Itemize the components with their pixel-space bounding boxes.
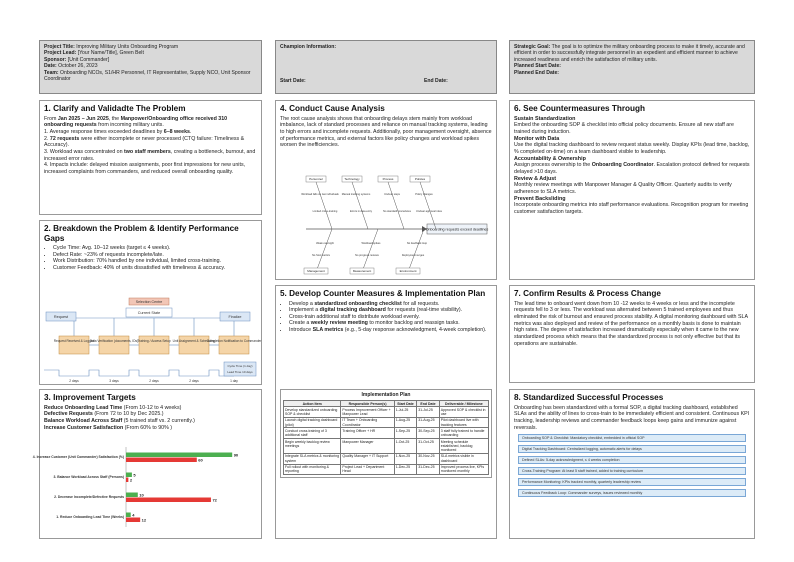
target-detail: (From 72 to 10 by Dec 2025.) xyxy=(92,411,164,418)
vsm-step-days: 3 days xyxy=(109,379,119,383)
fishbone-bone xyxy=(362,229,378,272)
fishbone-cause: Errors in data entry xyxy=(349,210,373,213)
vsm-step-days: 2 days xyxy=(189,379,199,383)
s1-date-range: Jan 2025 – Jun 2025 xyxy=(57,115,109,122)
target-label: Increase Customer Satisfaction xyxy=(44,424,124,431)
s1-text: 2. xyxy=(44,135,50,142)
vsm-top-label: Selection Centre xyxy=(135,300,163,304)
implementation-plan xyxy=(280,389,492,478)
standardized-list xyxy=(514,434,750,497)
table-cell: 30-Nov-25 xyxy=(417,453,440,464)
strategic-goal-label: Strategic Goal: xyxy=(514,44,551,50)
column-header: End Date xyxy=(417,401,440,407)
chart-bar xyxy=(126,513,131,518)
table-cell: Develop standardized onboarding SOP & checklist xyxy=(284,407,341,418)
list-item: • Cycle Time: Avg. 10–12 weeks (target ≤ 4 weeks). xyxy=(53,245,257,252)
s1-text: 3. Workload was concentrated on xyxy=(44,149,124,156)
table-cell: Launch digital tracking dashboard (pilot) xyxy=(284,417,341,428)
vsm-step-label: Unit Assignment & Scheduling xyxy=(172,339,216,343)
planned-start-label: Planned Start Date: xyxy=(514,63,561,70)
chart-bar xyxy=(126,473,132,478)
block-text: Monthly review meetings with Manpower Manager & Quality Officer. Quarterly audits to verify adherence to SLA metrics. xyxy=(514,182,732,195)
block-heading: Accountability & Ownership xyxy=(514,155,586,162)
table-cell: 1-Jul-25 xyxy=(394,407,417,418)
table-cell: Manpower Manager xyxy=(341,439,394,454)
fishbone-cause: Weak oversight xyxy=(316,242,334,245)
vsm-step-days: 2 days xyxy=(149,379,159,383)
s1-text: , the xyxy=(108,115,121,122)
s1-defects: 72 requests xyxy=(49,135,80,142)
target-detail: (5 trained staff vs. 2 currently.) xyxy=(122,417,195,424)
fishbone-cause: Policy changes xyxy=(415,193,433,196)
block-text: Assign process ownership to the Onboarding Coordinator. Escalation protocol defined for requests delayed >10 days. xyxy=(514,162,750,175)
vsm-request-label: Request xyxy=(53,315,69,319)
chart-bar xyxy=(126,493,138,498)
list-item: Performance Monitoring: KPIs tracked monthly, quarterly leadership review xyxy=(518,478,746,486)
table-row xyxy=(284,417,489,428)
vsm-step-label: Data Verification (documents, IDs) xyxy=(89,339,139,343)
fishbone-cause: Unclear steps xyxy=(384,193,400,196)
list-item: • Work Distribution: 70% handled by one individual, limited cross-training. xyxy=(53,258,257,265)
sponsor-label: Sponsor: xyxy=(44,56,67,63)
section-2-title: 2. Breakdown the Problem & Identify Performance Gaps xyxy=(44,224,239,243)
list-item: Onboarding SOP & Checklist: Mandatory checklist, embedded in official SOP xyxy=(518,434,746,442)
column-header: Deliverable / Milestone xyxy=(439,401,488,407)
vsm-lead-label: Lead Time 10 days xyxy=(227,370,253,374)
table-cell: IT Team + Onboarding Coordinator xyxy=(341,417,394,428)
section-5-box xyxy=(275,285,497,539)
table-cell: Improved process live, KPIs monitored monthly xyxy=(439,464,488,475)
chart-bar xyxy=(126,458,197,463)
table-cell: Training Officer + HR xyxy=(341,428,394,439)
fishbone-cause: No SLA metrics xyxy=(312,254,330,257)
targets-bar-chart xyxy=(32,443,258,535)
project-lead: [Your Name/Title], Green Belt xyxy=(77,50,144,57)
block-text: Incorporate onboarding metrics into staff performance evaluations. Recognition program for meeting customer satisfaction targets. xyxy=(514,202,749,215)
s1-text: From xyxy=(44,115,58,122)
section-1-title: 1. Clarify and Validadte The Problem xyxy=(44,104,186,113)
target-detail: (From 10-12 to 4 weeks) xyxy=(122,404,182,411)
table-row xyxy=(284,428,489,439)
s1-text: , creating a bottleneck, burnout, and increased error rates. xyxy=(44,149,256,162)
s1-impacts: 4. Impacts include: delayed mission assignments, poor first impressions for new units, increased complaints from commanders, and reduced overall onboarding quality. xyxy=(44,162,246,176)
start-date-label: Start Date: xyxy=(280,78,306,84)
date: October 26, 2023 xyxy=(58,63,98,70)
fishbone-cause: Workload spikes xyxy=(361,242,381,245)
table-cell: 30-Sep-25 xyxy=(417,428,440,439)
table-cell: 31-Jul-25 xyxy=(417,407,440,418)
table-cell: 1-Dec-25 xyxy=(394,464,417,475)
section-6-box xyxy=(509,100,755,280)
target-label: Balance Workload Across Staff xyxy=(44,417,123,424)
table-cell: 3 staff fully trained to handle onboarding xyxy=(439,428,488,439)
fishbone-category: Environment xyxy=(399,269,417,274)
target-detail: (From 60% to 90% ) xyxy=(123,424,173,431)
planned-end-label: Planned End Date: xyxy=(514,69,560,76)
fishbone-cause: Workload falls on two individuals xyxy=(301,193,339,196)
list-item: • Introduce SLA metrics (e.g., 5-day response acknowledgment, 4-week completion). xyxy=(289,327,492,334)
section-8-box xyxy=(509,389,755,539)
cause-analysis-text: The root cause analysis shows that onboarding delays stem mainly from workload imbalance, lack of standard processes and reliance on manual tracking systems, leading to high errors and incomplete requests. Additionally, poor management oversight, absence of performance metrics, and external factors like policy changes and workload spikes worsen the inefficiencies. xyxy=(280,115,492,149)
table-row xyxy=(284,407,489,418)
team-label: Team: xyxy=(44,69,59,76)
list-item: Digital Tracking Dashboard: Centralized logging, automatic alerts for delays xyxy=(518,445,746,453)
block-heading: Review & Adjust xyxy=(514,175,557,182)
target-label: Defective Requests xyxy=(44,411,93,418)
chart-category-label: 2. Decrease Incomplete/Defective Requests xyxy=(54,495,124,499)
list-item: • Develop a standardized onboarding checklist for all requests. xyxy=(289,301,492,308)
chart-category-label: 4. Increase Customer (Unit Commander) Satisfaction (%) xyxy=(32,455,124,459)
gap-list xyxy=(44,245,257,271)
section-3-box xyxy=(32,389,262,539)
section-6-title: 6. See Countermeasures Through xyxy=(514,104,646,113)
s1-request-count: Manpower/Onboarding office received 310 onboarding requests xyxy=(44,115,228,129)
chart-data-label: 2 xyxy=(129,477,133,483)
section-7-title: 7. Confirm Results & Process Change xyxy=(514,289,661,298)
s1-delay: 6–8 weeks xyxy=(163,128,190,135)
section-5-title: 5. Develop Counter Measures & Implementation Plan xyxy=(280,289,486,298)
implementation-table xyxy=(283,400,489,475)
champion-label: Champion Information: xyxy=(280,44,337,50)
s1-text: were either incomplete or never processed (CTQ failure: Timeliness & Accuracy). xyxy=(44,135,245,149)
block-heading: Monitor with Data xyxy=(514,135,560,142)
block-text: Use the digital tracking dashboard to review request status weekly. Display KPIs (lead time, backlog, % completed on-time) on a team dashboard visible to leadership. xyxy=(514,142,750,155)
block-heading: Prevent Backsliding xyxy=(514,195,566,202)
project-lead-label: Project Lead: xyxy=(44,50,77,57)
table-cell: Full rollout with monitoring & reporting xyxy=(284,464,341,475)
results-text: The lead time to onboard went down from 10 -12 weeks to 4 weeks or less and the incomplete requests fell to 3 or less. The workload was alternated between 5 trained employees and thus eliminated the risk of burnout and ensured process stability. A digital monitoring dashboard with SLA metrics was also deployed and review of the performance on a monthly basis is done to maintain high rates. The degree of satisfaction increased dramatically especially when it came to the new standardized process which means that the standardized process is not only effective but that its operations are sustainable. xyxy=(514,300,748,347)
fishbone-bone xyxy=(420,182,436,229)
chart-data-label: 12 xyxy=(141,517,147,523)
fishbone-cause: Manual tracking systems xyxy=(341,193,371,196)
sponsor: [Unit Commander] xyxy=(67,56,110,63)
column-header: Action Item xyxy=(284,401,341,407)
fishbone-bone xyxy=(316,229,332,272)
team: Onboarding NCOs, S1/HR Personnel, IT Representative, Supply NCO, Unit Sponsor Coordinator xyxy=(44,69,251,83)
implementation-plan-title: Implementation Plan xyxy=(361,392,411,398)
list-item: • Cross-train additional staff to distribute workload evenly. xyxy=(289,314,492,321)
section-1-box xyxy=(39,100,262,215)
chart-data-label: 60 xyxy=(198,457,203,463)
fishbone-category: Process xyxy=(382,177,394,182)
vsm-step-label: Training / Access Setup xyxy=(137,339,171,343)
vsm-center-label: Current State xyxy=(137,311,161,315)
list-item: Cross-Training Program: At least 5 staff trained, added to training curriculum xyxy=(518,467,746,475)
list-item: • Create a weekly review meeting to monitor backlog and reassign tasks. xyxy=(289,320,492,327)
chart-data-label: 90 xyxy=(233,452,239,458)
table-cell: 31-Aug-25 xyxy=(417,417,440,428)
fishbone-cause: Deployment surges xyxy=(401,254,425,257)
chart-data-label: 10 xyxy=(139,492,144,498)
column-header: Start Date xyxy=(394,401,417,407)
section-4-title: 4. Conduct Cause Analysis xyxy=(280,104,385,113)
table-row xyxy=(284,464,489,475)
fishbone-category: Policies xyxy=(414,177,426,182)
list-item: • Customer Feedback: 40% of units dissatisfied with timeliness & accuracy. xyxy=(53,265,257,272)
list-item: Defined SLAs: 5-day acknowledgment, ≤ 4 weeks completion xyxy=(518,456,746,464)
table-cell: 1-Sep-25 xyxy=(394,428,417,439)
countermeasure-list xyxy=(280,301,492,334)
table-row xyxy=(284,439,489,454)
s1-text: . xyxy=(189,128,192,135)
fishbone-category: Management xyxy=(307,269,325,274)
list-item: Continuous Feedback Loop: Commander surveys, issues reviewed monthly xyxy=(518,489,746,497)
chart-data-label: 5 xyxy=(133,472,136,478)
table-cell: Process Improvement Officer + Manpower Lead xyxy=(341,407,394,418)
table-cell: 1-Oct-25 xyxy=(394,439,417,454)
block-text: Embed the onboarding SOP & checklist into official policy documents. Ensure all new staff are trained during induction. xyxy=(514,122,734,135)
strategic-goal-box xyxy=(509,40,755,94)
date-label: Date: xyxy=(44,63,57,70)
table-cell: Conduct cross-training of 3 additional staff xyxy=(284,428,341,439)
table-cell: 1-Aug-25 xyxy=(394,417,417,428)
chart-data-label: 72 xyxy=(212,497,217,503)
vsm-step-label: Completion Notification to Commander xyxy=(206,339,262,343)
vsm-step-label: Request Received & Logged xyxy=(53,339,95,343)
chart-bar xyxy=(126,478,128,483)
chart-bar xyxy=(126,498,211,503)
target-label: Reduce Onboarding Lead Time xyxy=(44,404,123,411)
table-cell: 31-Dec-25 xyxy=(417,464,440,475)
fishbone-cause: Limited cross-training xyxy=(312,210,338,213)
chart-bar xyxy=(126,518,140,523)
fishbone-bone xyxy=(408,229,424,272)
table-cell: Integrate SLA metrics & monitoring system xyxy=(285,454,340,463)
vsm-finalize-label: Finalize xyxy=(228,315,242,319)
fishbone-diagram xyxy=(280,176,494,276)
fishbone-category: Measurement xyxy=(352,269,372,274)
table-cell: 1-Nov-25 xyxy=(394,453,417,464)
table-cell: Approved SOP & checklist in use xyxy=(439,407,488,418)
fishbone-cause: No feedback loop xyxy=(406,242,428,245)
fishbone-bone xyxy=(388,182,404,229)
section-8-title: 8. Standardized Successful Processes xyxy=(514,393,664,402)
fishbone-category: Personnel xyxy=(309,177,323,182)
table-row xyxy=(284,453,489,464)
vsm-step-days: 2 days xyxy=(69,379,79,383)
fishbone-category: Technology xyxy=(344,177,360,182)
table-cell: Begin weekly backlog review meetings xyxy=(284,439,341,454)
table-cell: Pilot dashboard live with tracking features xyxy=(439,417,488,428)
s1-text: from incoming military units. xyxy=(96,122,164,129)
section-3-title: 3. Improvement Targets xyxy=(44,393,136,402)
project-info-box xyxy=(39,40,262,94)
fishbone-bone xyxy=(352,182,368,229)
fishbone-cause: Unclear approval rules xyxy=(416,210,442,213)
project-title-label: Project Title: xyxy=(44,44,75,50)
fishbone-bone xyxy=(316,182,332,229)
block-heading: Sustain Standardization xyxy=(514,115,576,122)
chart-category-label: 3. Balance Workload Across Staff (Persons) xyxy=(53,475,124,479)
fishbone-effect: Onboarding requests exceed deadlines xyxy=(425,227,489,232)
chart-category-label: 1. Reduce Onboarding Lead Time (Weeks) xyxy=(56,515,124,519)
column-header: Responsible Person(s) xyxy=(341,401,394,407)
table-cell: Project Lead + Department Head xyxy=(341,464,394,475)
table-cell: 31-Oct-25 xyxy=(417,439,440,454)
value-stream-map xyxy=(44,298,262,384)
vsm-step-days: 1 day xyxy=(230,379,238,383)
table-cell: Meeting schedule established, backlog monitored xyxy=(439,439,488,454)
strategic-goal: The goal is to optimize the military onboarding process to make it timely, accurate and efficient in order to successfully integrate personnel in an expedient and efficient manner to achieve increased readiness and enrich the satisfaction of military units. xyxy=(514,44,745,63)
chart-bar xyxy=(126,453,232,458)
chart-data-label: 4 xyxy=(132,512,135,518)
s1-text: 1. Average response times exceeded deadlines by xyxy=(44,128,164,135)
vsm-cycle-label: Cycle Time (1 day) xyxy=(227,364,253,368)
s1-staff: two staff members xyxy=(124,149,171,156)
fishbone-cause: No standard procedures xyxy=(383,210,411,213)
table-cell: SLA metrics visible in dashboard xyxy=(439,453,488,464)
list-item: • Implement a digital tracking dashboard for requests (real-time visibility). xyxy=(289,307,492,314)
section-2-box xyxy=(39,220,262,385)
section-4-box xyxy=(275,100,497,280)
end-date-label: End Date: xyxy=(424,78,448,84)
fishbone-cause: No progress reviews xyxy=(355,254,379,257)
list-item: • Defect Rate: ~23% of requests incomplete/late. xyxy=(53,252,257,259)
section-7-box xyxy=(509,285,755,383)
champion-info-box xyxy=(275,40,497,94)
project-title: Improving Military Units Onboarding Program xyxy=(76,44,179,50)
table-cell: Quality Manager + IT Support xyxy=(341,453,394,464)
standardization-text: Onboarding has been standardized with a formal SOP, a digital tracking dashboard, established SLAs and the ability of lines to cross-train to be immediately efficient and consistent. Continuous KPI tracking, leadership reviews and commander feedback loops keep gains and immunize against reversals. xyxy=(514,404,750,431)
